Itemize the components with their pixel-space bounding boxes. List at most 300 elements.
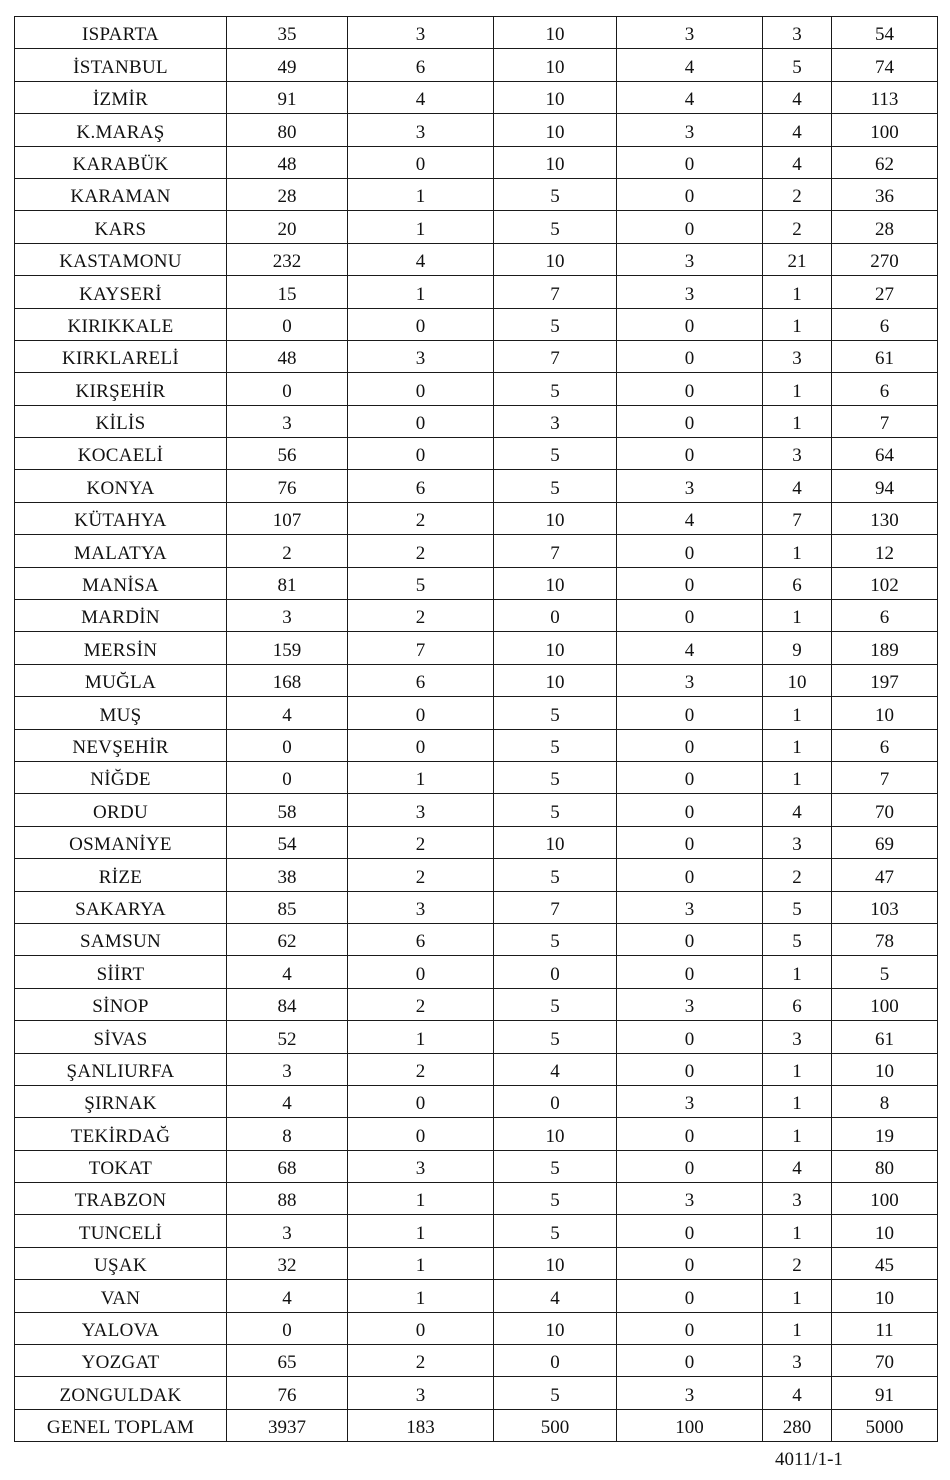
value-col-1-cell: 232	[227, 243, 348, 275]
value-col-5-cell: 9	[763, 632, 832, 664]
value-col-1-cell: 4	[227, 956, 348, 988]
province-name-cell: YOZGAT	[15, 1345, 227, 1377]
province-name-cell: KIRKLARELİ	[15, 340, 227, 372]
table-row	[15, 81, 938, 113]
value-col-1-cell: 0	[227, 729, 348, 761]
province-name-cell: MALATYA	[15, 535, 227, 567]
province-name-cell: K.MARAŞ	[15, 114, 227, 146]
value-col-3-cell: 5	[494, 178, 617, 210]
province-name-cell: KONYA	[15, 470, 227, 502]
value-col-3-cell: 5	[494, 308, 617, 340]
row-total-cell: 6	[832, 373, 938, 405]
table-row	[15, 49, 938, 81]
province-name-cell: TEKİRDAĞ	[15, 1118, 227, 1150]
value-col-3-cell: 5	[494, 211, 617, 243]
value-col-2-cell: 0	[348, 956, 494, 988]
table-row	[15, 470, 938, 502]
value-col-4-cell: 0	[617, 405, 763, 437]
value-col-4-cell: 0	[617, 697, 763, 729]
table-row	[15, 146, 938, 178]
table-row	[15, 340, 938, 372]
province-name-cell: KARABÜK	[15, 146, 227, 178]
value-col-3-cell: 10	[494, 1247, 617, 1279]
value-col-4-cell: 0	[617, 1021, 763, 1053]
value-col-1-cell: 159	[227, 632, 348, 664]
row-total-cell: 7	[832, 405, 938, 437]
value-col-1-cell: 65	[227, 1345, 348, 1377]
province-name-cell: VAN	[15, 1280, 227, 1312]
value-col-5-cell: 1	[763, 405, 832, 437]
province-name-cell: KIRŞEHİR	[15, 373, 227, 405]
value-col-5-cell: 4	[763, 1150, 832, 1182]
value-col-1-cell: 52	[227, 1021, 348, 1053]
value-col-2-cell: 3	[348, 794, 494, 826]
value-col-5-cell: 3	[763, 340, 832, 372]
value-col-5-cell: 1	[763, 308, 832, 340]
value-col-1-cell: 28	[227, 178, 348, 210]
value-col-1-cell: 48	[227, 146, 348, 178]
value-col-2-cell: 1	[348, 761, 494, 793]
province-name-cell: GENEL TOPLAM	[15, 1409, 227, 1441]
value-col-1-cell: 48	[227, 340, 348, 372]
row-total-cell: 6	[832, 600, 938, 632]
value-col-5-cell: 21	[763, 243, 832, 275]
value-col-3-cell: 5	[494, 1215, 617, 1247]
value-col-3-cell: 10	[494, 1312, 617, 1344]
value-col-2-cell: 1	[348, 1247, 494, 1279]
value-col-5-cell: 1	[763, 956, 832, 988]
value-col-3-cell: 5	[494, 1021, 617, 1053]
province-name-cell: TRABZON	[15, 1183, 227, 1215]
table-row	[15, 859, 938, 891]
row-total-cell: 70	[832, 794, 938, 826]
province-name-cell: YALOVA	[15, 1312, 227, 1344]
value-col-4-cell: 0	[617, 826, 763, 858]
row-total-cell: 28	[832, 211, 938, 243]
row-total-cell: 5	[832, 956, 938, 988]
value-col-3-cell: 500	[494, 1409, 617, 1441]
value-col-2-cell: 0	[348, 146, 494, 178]
value-col-2-cell: 2	[348, 826, 494, 858]
value-col-4-cell: 100	[617, 1409, 763, 1441]
value-col-2-cell: 2	[348, 988, 494, 1020]
value-col-3-cell: 5	[494, 988, 617, 1020]
value-col-4-cell: 0	[617, 923, 763, 955]
value-col-4-cell: 0	[617, 1280, 763, 1312]
value-col-2-cell: 6	[348, 923, 494, 955]
value-col-2-cell: 2	[348, 535, 494, 567]
row-total-cell: 36	[832, 178, 938, 210]
grand-total-row	[15, 1409, 938, 1441]
row-total-cell: 74	[832, 49, 938, 81]
table-row	[15, 1118, 938, 1150]
province-name-cell: ZONGULDAK	[15, 1377, 227, 1409]
value-col-5-cell: 3	[763, 1183, 832, 1215]
value-col-1-cell: 85	[227, 891, 348, 923]
value-col-4-cell: 4	[617, 49, 763, 81]
row-total-cell: 91	[832, 1377, 938, 1409]
value-col-1-cell: 32	[227, 1247, 348, 1279]
table-row	[15, 988, 938, 1020]
value-col-5-cell: 3	[763, 17, 832, 49]
value-col-5-cell: 1	[763, 697, 832, 729]
value-col-5-cell: 1	[763, 600, 832, 632]
value-col-4-cell: 0	[617, 567, 763, 599]
table-row	[15, 276, 938, 308]
value-col-5-cell: 10	[763, 664, 832, 696]
table-row	[15, 243, 938, 275]
value-col-3-cell: 5	[494, 438, 617, 470]
table-row	[15, 502, 938, 534]
value-col-1-cell: 88	[227, 1183, 348, 1215]
value-col-2-cell: 0	[348, 373, 494, 405]
row-total-cell: 94	[832, 470, 938, 502]
value-col-2-cell: 6	[348, 470, 494, 502]
value-col-3-cell: 10	[494, 146, 617, 178]
value-col-2-cell: 2	[348, 1345, 494, 1377]
value-col-4-cell: 0	[617, 1312, 763, 1344]
province-name-cell: İSTANBUL	[15, 49, 227, 81]
document-reference-number: 4011/1-1	[775, 1449, 843, 1470]
value-col-2-cell: 3	[348, 114, 494, 146]
row-total-cell: 80	[832, 1150, 938, 1182]
table-row	[15, 17, 938, 49]
value-col-5-cell: 5	[763, 923, 832, 955]
table-row	[15, 1183, 938, 1215]
value-col-3-cell: 3	[494, 405, 617, 437]
row-total-cell: 103	[832, 891, 938, 923]
value-col-2-cell: 2	[348, 600, 494, 632]
province-name-cell: İZMİR	[15, 81, 227, 113]
value-col-4-cell: 3	[617, 243, 763, 275]
value-col-1-cell: 2	[227, 535, 348, 567]
table-row	[15, 114, 938, 146]
value-col-1-cell: 4	[227, 697, 348, 729]
province-name-cell: KÜTAHYA	[15, 502, 227, 534]
table-row	[15, 438, 938, 470]
value-col-5-cell: 1	[763, 1312, 832, 1344]
row-total-cell: 197	[832, 664, 938, 696]
value-col-2-cell: 1	[348, 1215, 494, 1247]
table-row	[15, 373, 938, 405]
row-total-cell: 10	[832, 1280, 938, 1312]
value-col-4-cell: 0	[617, 761, 763, 793]
province-name-cell: TUNCELİ	[15, 1215, 227, 1247]
province-name-cell: SİNOP	[15, 988, 227, 1020]
value-col-1-cell: 8	[227, 1118, 348, 1150]
value-col-4-cell: 3	[617, 891, 763, 923]
province-name-cell: KAYSERİ	[15, 276, 227, 308]
value-col-4-cell: 3	[617, 1377, 763, 1409]
province-name-cell: NİĞDE	[15, 761, 227, 793]
value-col-5-cell: 1	[763, 373, 832, 405]
value-col-4-cell: 0	[617, 535, 763, 567]
value-col-3-cell: 0	[494, 1345, 617, 1377]
value-col-3-cell: 10	[494, 243, 617, 275]
province-name-cell: KARAMAN	[15, 178, 227, 210]
value-col-2-cell: 2	[348, 859, 494, 891]
value-col-1-cell: 3	[227, 600, 348, 632]
value-col-3-cell: 4	[494, 1280, 617, 1312]
value-col-5-cell: 1	[763, 276, 832, 308]
value-col-2-cell: 3	[348, 1377, 494, 1409]
value-col-1-cell: 0	[227, 308, 348, 340]
value-col-5-cell: 4	[763, 470, 832, 502]
value-col-4-cell: 4	[617, 81, 763, 113]
table-row	[15, 826, 938, 858]
value-col-1-cell: 76	[227, 470, 348, 502]
value-col-5-cell: 5	[763, 891, 832, 923]
value-col-1-cell: 15	[227, 276, 348, 308]
value-col-4-cell: 0	[617, 1345, 763, 1377]
value-col-3-cell: 7	[494, 276, 617, 308]
value-col-2-cell: 0	[348, 1085, 494, 1117]
table-row	[15, 1377, 938, 1409]
row-total-cell: 102	[832, 567, 938, 599]
value-col-4-cell: 0	[617, 373, 763, 405]
value-col-1-cell: 80	[227, 114, 348, 146]
table-row	[15, 1312, 938, 1344]
value-col-4-cell: 3	[617, 114, 763, 146]
row-total-cell: 62	[832, 146, 938, 178]
value-col-2-cell: 0	[348, 1312, 494, 1344]
row-total-cell: 10	[832, 1215, 938, 1247]
province-name-cell: KİLİS	[15, 405, 227, 437]
province-name-cell: UŞAK	[15, 1247, 227, 1279]
value-col-4-cell: 0	[617, 729, 763, 761]
province-name-cell: KARS	[15, 211, 227, 243]
row-total-cell: 113	[832, 81, 938, 113]
row-total-cell: 270	[832, 243, 938, 275]
value-col-1-cell: 62	[227, 923, 348, 955]
province-name-cell: MANİSA	[15, 567, 227, 599]
value-col-1-cell: 84	[227, 988, 348, 1020]
value-col-5-cell: 2	[763, 178, 832, 210]
value-col-3-cell: 7	[494, 535, 617, 567]
value-col-2-cell: 3	[348, 1150, 494, 1182]
value-col-2-cell: 183	[348, 1409, 494, 1441]
value-col-3-cell: 5	[494, 729, 617, 761]
value-col-1-cell: 3937	[227, 1409, 348, 1441]
value-col-3-cell: 5	[494, 923, 617, 955]
value-col-3-cell: 5	[494, 1150, 617, 1182]
value-col-1-cell: 91	[227, 81, 348, 113]
value-col-2-cell: 2	[348, 502, 494, 534]
table-row	[15, 664, 938, 696]
value-col-3-cell: 5	[494, 697, 617, 729]
value-col-3-cell: 10	[494, 664, 617, 696]
province-name-cell: MUĞLA	[15, 664, 227, 696]
value-col-3-cell: 5	[494, 470, 617, 502]
value-col-3-cell: 10	[494, 502, 617, 534]
value-col-5-cell: 4	[763, 114, 832, 146]
value-col-4-cell: 0	[617, 340, 763, 372]
value-col-4-cell: 3	[617, 1085, 763, 1117]
value-col-5-cell: 280	[763, 1409, 832, 1441]
row-total-cell: 45	[832, 1247, 938, 1279]
table-row	[15, 1247, 938, 1279]
province-name-cell: SAKARYA	[15, 891, 227, 923]
value-col-4-cell: 0	[617, 1053, 763, 1085]
value-col-5-cell: 4	[763, 146, 832, 178]
value-col-5-cell: 4	[763, 81, 832, 113]
value-col-2-cell: 0	[348, 405, 494, 437]
table-row	[15, 567, 938, 599]
row-total-cell: 7	[832, 761, 938, 793]
value-col-4-cell: 0	[617, 146, 763, 178]
value-col-1-cell: 58	[227, 794, 348, 826]
table-row	[15, 1053, 938, 1085]
table-row	[15, 729, 938, 761]
table-row	[15, 1345, 938, 1377]
value-col-5-cell: 2	[763, 211, 832, 243]
table-row	[15, 1215, 938, 1247]
row-total-cell: 6	[832, 729, 938, 761]
value-col-1-cell: 0	[227, 373, 348, 405]
value-col-5-cell: 1	[763, 1118, 832, 1150]
value-col-1-cell: 168	[227, 664, 348, 696]
value-col-2-cell: 4	[348, 81, 494, 113]
value-col-4-cell: 3	[617, 664, 763, 696]
value-col-5-cell: 1	[763, 1215, 832, 1247]
value-col-3-cell: 10	[494, 1118, 617, 1150]
value-col-3-cell: 7	[494, 340, 617, 372]
table-row	[15, 600, 938, 632]
table-row	[15, 891, 938, 923]
row-total-cell: 19	[832, 1118, 938, 1150]
value-col-1-cell: 4	[227, 1280, 348, 1312]
value-col-3-cell: 10	[494, 567, 617, 599]
province-name-cell: OSMANİYE	[15, 826, 227, 858]
value-col-4-cell: 0	[617, 308, 763, 340]
province-name-cell: SAMSUN	[15, 923, 227, 955]
value-col-2-cell: 4	[348, 243, 494, 275]
table-row	[15, 1150, 938, 1182]
value-col-1-cell: 4	[227, 1085, 348, 1117]
row-total-cell: 61	[832, 1021, 938, 1053]
value-col-3-cell: 10	[494, 826, 617, 858]
row-total-cell: 47	[832, 859, 938, 891]
value-col-1-cell: 107	[227, 502, 348, 534]
value-col-1-cell: 3	[227, 405, 348, 437]
table-row	[15, 697, 938, 729]
value-col-5-cell: 3	[763, 1021, 832, 1053]
row-total-cell: 100	[832, 988, 938, 1020]
value-col-3-cell: 10	[494, 17, 617, 49]
value-col-1-cell: 35	[227, 17, 348, 49]
value-col-4-cell: 0	[617, 859, 763, 891]
value-col-5-cell: 6	[763, 567, 832, 599]
table-row	[15, 923, 938, 955]
value-col-5-cell: 3	[763, 1345, 832, 1377]
value-col-1-cell: 76	[227, 1377, 348, 1409]
value-col-5-cell: 1	[763, 1280, 832, 1312]
value-col-2-cell: 0	[348, 729, 494, 761]
value-col-4-cell: 0	[617, 794, 763, 826]
row-total-cell: 189	[832, 632, 938, 664]
table-row	[15, 308, 938, 340]
value-col-5-cell: 1	[763, 535, 832, 567]
value-col-4-cell: 3	[617, 1183, 763, 1215]
value-col-4-cell: 0	[617, 956, 763, 988]
value-col-3-cell: 10	[494, 632, 617, 664]
table-row	[15, 956, 938, 988]
row-total-cell: 64	[832, 438, 938, 470]
table-row	[15, 761, 938, 793]
value-col-3-cell: 4	[494, 1053, 617, 1085]
value-col-2-cell: 6	[348, 49, 494, 81]
row-total-cell: 78	[832, 923, 938, 955]
row-total-cell: 61	[832, 340, 938, 372]
value-col-5-cell: 1	[763, 1053, 832, 1085]
province-name-cell: KOCAELİ	[15, 438, 227, 470]
province-name-cell: NEVŞEHİR	[15, 729, 227, 761]
value-col-2-cell: 0	[348, 697, 494, 729]
province-name-cell: KASTAMONU	[15, 243, 227, 275]
province-name-cell: MERSİN	[15, 632, 227, 664]
row-total-cell: 6	[832, 308, 938, 340]
value-col-2-cell: 3	[348, 891, 494, 923]
value-col-4-cell: 3	[617, 470, 763, 502]
value-col-4-cell: 0	[617, 1118, 763, 1150]
province-name-cell: MARDİN	[15, 600, 227, 632]
province-name-cell: MUŞ	[15, 697, 227, 729]
value-col-2-cell: 5	[348, 567, 494, 599]
value-col-5-cell: 4	[763, 1377, 832, 1409]
table-row	[15, 535, 938, 567]
value-col-5-cell: 1	[763, 1085, 832, 1117]
value-col-3-cell: 5	[494, 859, 617, 891]
value-col-3-cell: 5	[494, 794, 617, 826]
value-col-4-cell: 0	[617, 600, 763, 632]
value-col-3-cell: 10	[494, 49, 617, 81]
value-col-4-cell: 0	[617, 178, 763, 210]
province-name-cell: ISPARTA	[15, 17, 227, 49]
row-total-cell: 130	[832, 502, 938, 534]
table-row	[15, 211, 938, 243]
value-col-2-cell: 0	[348, 308, 494, 340]
value-col-4-cell: 4	[617, 632, 763, 664]
value-col-4-cell: 3	[617, 988, 763, 1020]
value-col-2-cell: 0	[348, 1118, 494, 1150]
row-total-cell: 70	[832, 1345, 938, 1377]
value-col-1-cell: 3	[227, 1053, 348, 1085]
value-col-2-cell: 1	[348, 1021, 494, 1053]
value-col-2-cell: 1	[348, 1183, 494, 1215]
value-col-3-cell: 0	[494, 600, 617, 632]
value-col-1-cell: 54	[227, 826, 348, 858]
value-col-4-cell: 3	[617, 276, 763, 308]
province-name-cell: ŞIRNAK	[15, 1085, 227, 1117]
value-col-5-cell: 7	[763, 502, 832, 534]
value-col-5-cell: 3	[763, 438, 832, 470]
value-col-4-cell: 0	[617, 438, 763, 470]
value-col-5-cell: 1	[763, 729, 832, 761]
value-col-2-cell: 1	[348, 276, 494, 308]
row-total-cell: 100	[832, 114, 938, 146]
value-col-1-cell: 49	[227, 49, 348, 81]
value-col-2-cell: 1	[348, 178, 494, 210]
value-col-4-cell: 4	[617, 502, 763, 534]
table-row	[15, 1280, 938, 1312]
value-col-5-cell: 6	[763, 988, 832, 1020]
value-col-5-cell: 3	[763, 826, 832, 858]
value-col-3-cell: 5	[494, 373, 617, 405]
province-name-cell: SİVAS	[15, 1021, 227, 1053]
value-col-3-cell: 7	[494, 891, 617, 923]
value-col-5-cell: 2	[763, 859, 832, 891]
value-col-4-cell: 3	[617, 17, 763, 49]
